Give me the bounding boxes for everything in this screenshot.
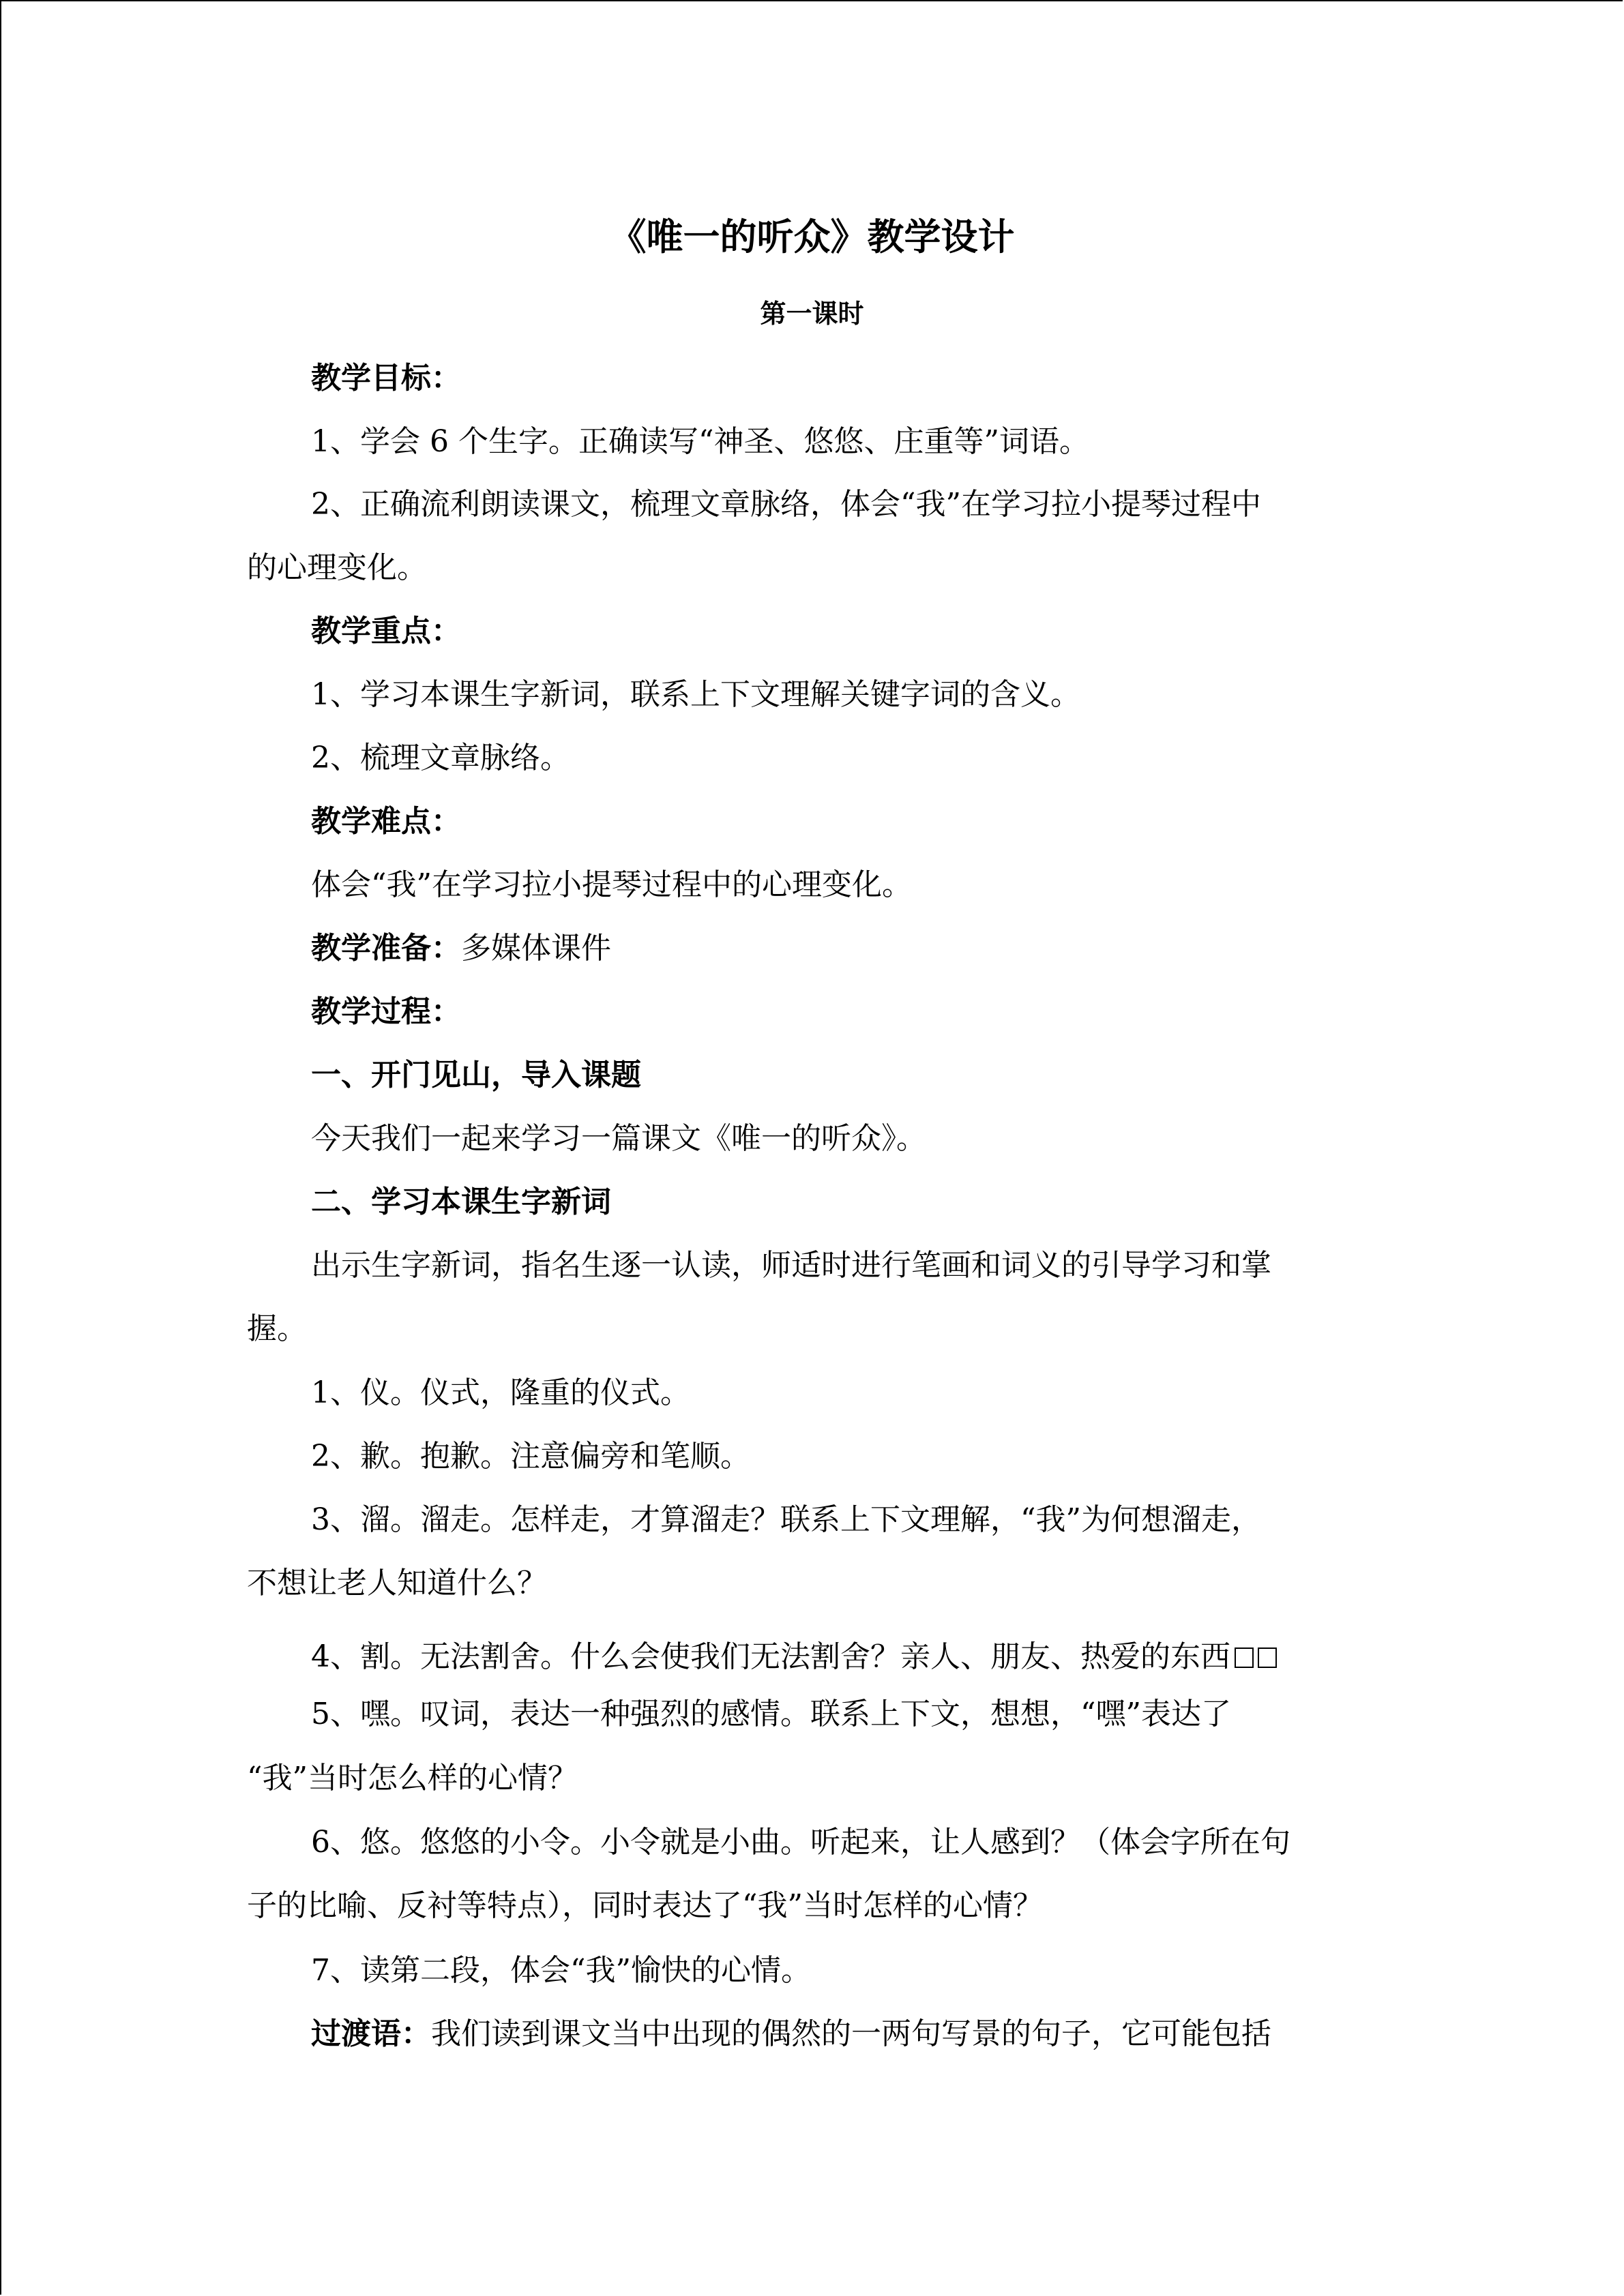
process-label — [0, 992, 1624, 1032]
word-4 — [0, 1637, 1624, 1678]
missing-glyph-box-icon — [1258, 1648, 1277, 1668]
key-points-label — [0, 611, 1624, 652]
key-point-1: 1、学习本课生字新词，联系上下文理解关键字词的含义。 — [311, 677, 1080, 712]
transition-text: 我们读到课文当中出现的偶然的一两句写景的句子，它可能包括 — [431, 2016, 1271, 2051]
word-6-cont: 子的比喻、反衬等特点），同时表达了“我”当时怎样的心情？ — [247, 1888, 1043, 1923]
transition-label: 过渡语： — [311, 2016, 431, 2051]
word-4-text: 4、割。无法割舍。什么会使我们无法割舍？亲人、朋友、热爱的东西 — [311, 1639, 1230, 1674]
word-7: 7、读第二段，体会“我”愉快的心情。 — [311, 1953, 811, 1988]
section-2-heading: 二、学习本课生字新词 — [311, 1184, 611, 1219]
word-3-cont: 不想让老人知道什么？ — [247, 1566, 547, 1600]
objectives-label-text: 教学目标： — [311, 361, 461, 396]
document-title: 《唯一的听众》教学设计 — [609, 215, 1015, 258]
missing-glyph-box-icon — [1235, 1648, 1254, 1668]
preparation-text: 多媒体课件 — [461, 931, 611, 966]
word-1: 1、仪。仪式，隆重的仪式。 — [311, 1375, 690, 1410]
objective-2: 2、正确流利朗读课文，梳理文章脉络，体会“我”在学习拉小提琴过程中 — [311, 487, 1261, 522]
preparation-line — [0, 928, 1624, 969]
word-5: 5、嘿。叹词，表达一种强烈的感情。联系上下文，想想，“嘿”表达了 — [311, 1697, 1231, 1731]
difficulties-label — [0, 801, 1624, 842]
difficulties-label-text: 教学难点： — [311, 804, 461, 839]
objectives-label — [0, 358, 1624, 399]
process-label-text: 教学过程： — [311, 994, 461, 1029]
objective-1: 1、学会 6 个生字。正确读写“神圣、悠悠、庄重等”词语。 — [311, 424, 1089, 459]
section-2-intro: 出示生字新词，指名生逐一认读，师适时进行笔画和词义的引导学习和掌 — [311, 1248, 1271, 1283]
section-2-intro-cont: 握。 — [247, 1311, 307, 1346]
word-6: 6、悠。悠悠的小令。小令就是小曲。听起来，让人感到？（体会字所在句 — [311, 1825, 1290, 1860]
word-3: 3、溜。溜走。怎样走，才算溜走？联系上下文理解，“我”为何想溜走， — [311, 1502, 1261, 1537]
lesson-subtitle: 第一课时 — [760, 299, 864, 329]
objective-2-cont: 的心理变化。 — [247, 550, 427, 585]
key-points-label-text: 教学重点： — [311, 614, 461, 648]
transition-line — [0, 2014, 1624, 2055]
section-1-text: 今天我们一起来学习一篇课文《唯一的听众》。 — [311, 1121, 926, 1156]
word-5-cont: “我”当时怎么样的心情？ — [247, 1761, 578, 1795]
key-point-2: 2、梳理文章脉络。 — [311, 741, 570, 775]
word-2: 2、歉。抱歉。注意偏旁和笔顺。 — [311, 1439, 750, 1474]
difficulties-text: 体会“我”在学习拉小提琴过程中的心理变化。 — [311, 867, 912, 902]
preparation-label: 教学准备： — [311, 931, 461, 966]
section-1-heading: 一、开门见山，导入课题 — [311, 1058, 641, 1092]
